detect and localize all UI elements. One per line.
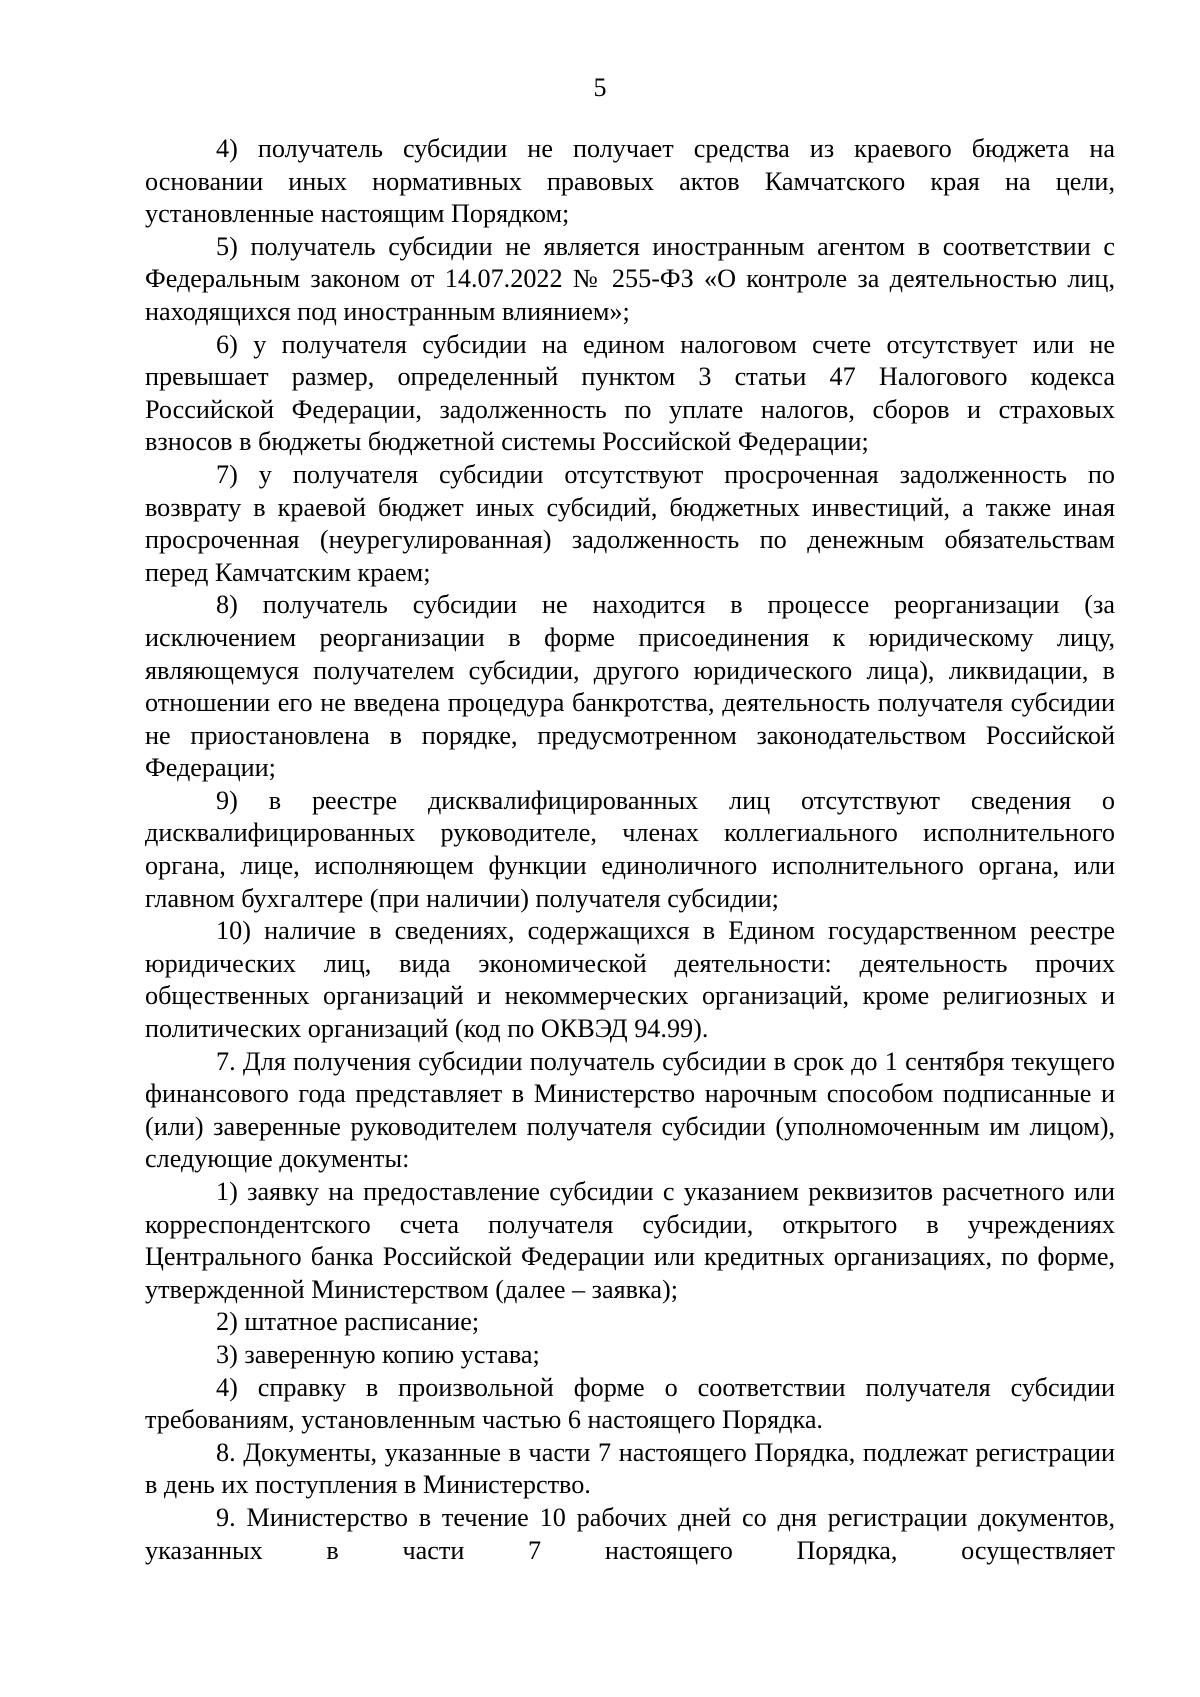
- paragraph-part-8: 8. Документы, указанные в части 7 настоящего Порядка, подлежат регистрации в день их поступления в Министерство.: [145, 1437, 1115, 1500]
- paragraph-item-6: 6) у получателя субсидии на едином налоговом счете отсутствует или не превышает размер, определенный пунктом 3 статьи 47 Налогового кодекса Российской Федерации, задолженность по уплате налогов, сборов и страховых взносов в бюджеты бюджетной системы Российской Федерации;: [145, 329, 1115, 457]
- paragraph-doc-4: 4) справку в произвольной форме о соответствии получателя субсидии требованиям, установленным частью 6 настоящего Порядка.: [145, 1372, 1115, 1435]
- paragraph-item-8: 8) получатель субсидии не находится в процессе реорганизации (за исключением реорганизации в форме присоединения к юридическому лицу, являющемуся получателем субсидии, другого юридического лица), ликвидации, в отношении его не введена процедура банкротства, деятельность получателя субсидии не приостановлена в порядке, предусмотренном законодательством Российской Федерации;: [145, 590, 1115, 783]
- paragraph-doc-3: 3) заверенную копию устава;: [216, 1339, 540, 1369]
- paragraph-item-7: 7) у получателя субсидии отсутствуют просроченная задолженность по возврату в краевой бюджет иных субсидий, бюджетных инвестиций, а также иная просроченная (неурегулированная) задолженность по денежным обязательствам перед Камчатским краем;: [145, 459, 1115, 587]
- paragraph-item-9: 9) в реестре дисквалифицированных лиц отсутствуют сведения о дисквалифицированных руководителе, членах коллегиального исполнительного органа, лице, исполняющем функции единоличного исполнительного органа, или главном бухгалтере (при наличии) получателя субсидии;: [145, 785, 1115, 913]
- paragraph-item-4: 4) получатель субсидии не получает средства из краевого бюджета на основании иных нормативных правовых актов Камчатского края на цели, установленные настоящим Порядком;: [145, 134, 1115, 229]
- document-body: [145, 133, 1115, 1567]
- paragraph-doc-2: 2) штатное расписание;: [216, 1307, 480, 1337]
- paragraph-doc-1: 1) заявку на предоставление субсидии с указанием реквизитов расчетного или корреспондентского счета получателя субсидии, открытого в учреждениях Центрального банка Российской Федерации или кредитных организациях, по форме, утвержденной Министерством (далее – заявка);: [145, 1177, 1115, 1304]
- paragraph-item-10: 10) наличие в сведениях, содержащихся в Едином государственном реестре юридических лиц, вида экономической деятельности: деятельность прочих общественных организаций и некоммерческих организаций, кроме религиозных и политических организаций (код по ОКВЭД 94.99).: [145, 916, 1115, 1044]
- paragraph-item-5: 5) получатель субсидии не является иностранным агентом в соответствии с Федеральным законом от 14.07.2022 № 255-ФЗ «О контроле за деятельностью лиц, находящихся под иностранным влиянием»;: [145, 231, 1115, 326]
- paragraph-part-7: 7. Для получения субсидии получатель субсидии в срок до 1 сентября текущего финансового года представляет в Министерство нарочным способом подписанные и (или) заверенные руководителем получателя субсидии (уполномоченным им лицом), следующие документы:: [145, 1046, 1115, 1174]
- page-number: 5: [593, 73, 607, 102]
- paragraph-part-9: 9. Министерство в течение 10 рабочих дней со дня регистрации документов, указанных в части 7 настоящего Порядка, осуществляет: [145, 1502, 1115, 1565]
